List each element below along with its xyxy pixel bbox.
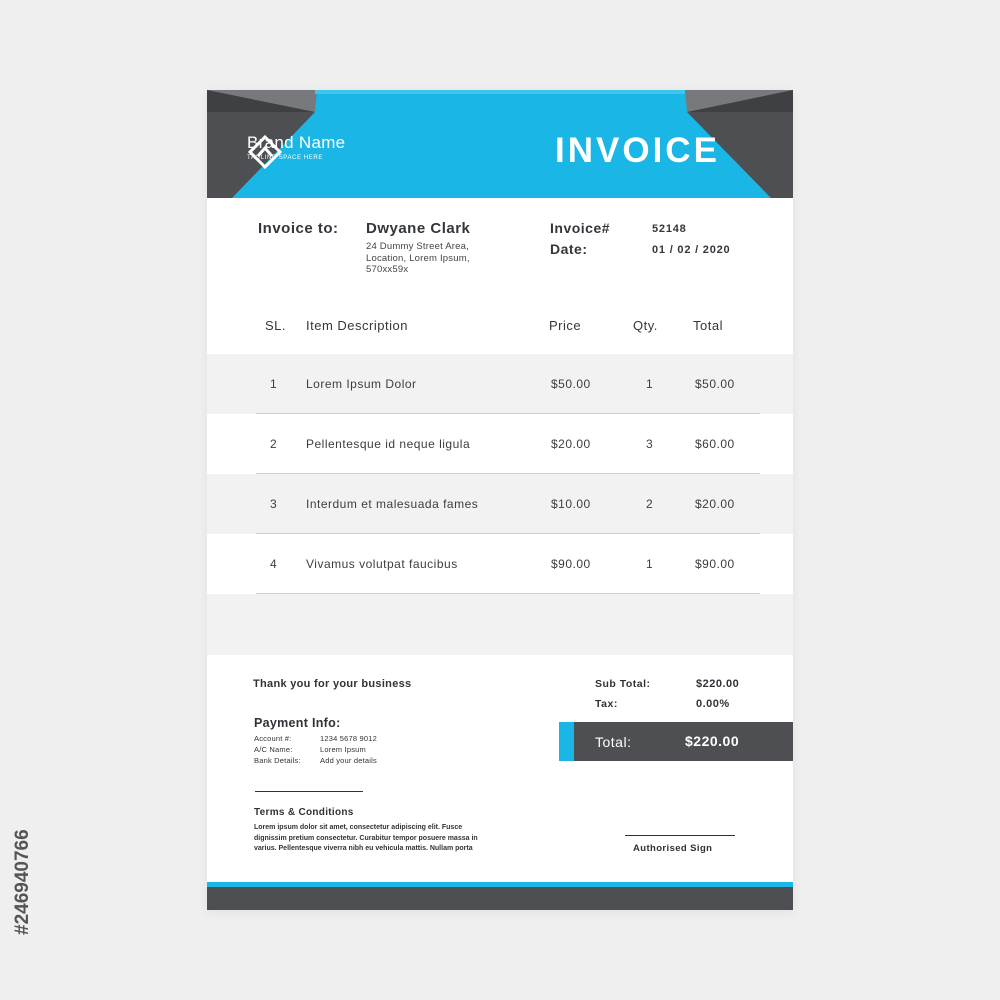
cell-description: Interdum et malesuada fames [306,497,479,511]
invoice-number-label: Invoice# [550,220,611,236]
invoice-title: INVOICE [555,131,720,170]
total-value: $220.00 [685,733,740,749]
stock-id [6,730,36,940]
account-name: Lorem Ipsum [320,745,366,754]
invoice-number: 52148 [652,223,687,235]
address-line: 570xx59x [366,264,409,275]
table-row [207,474,793,534]
cell-qty: 3 [646,437,654,451]
brand-tagline: TAGLINE SPACE HERE [247,155,323,161]
cell-total: $20.00 [695,497,735,511]
cell-qty: 2 [646,497,654,511]
column-header-price: Price [549,318,582,333]
account-name-label: A/C Name: [254,745,293,754]
column-header-qty: Qty. [633,318,658,333]
cell-price: $10.00 [551,497,591,511]
table-row [207,354,793,414]
cell-sl: 3 [270,497,278,511]
invoice-date: 01 / 02 / 2020 [652,244,731,256]
footer-band [207,887,793,910]
table-row [207,414,793,474]
cell-description: Vivamus volutpat faucibus [306,557,458,571]
account-number-label: Account #: [254,734,292,743]
address-line: 24 Dummy Street Area, [366,241,469,252]
column-header-sl: SL. [265,318,287,333]
total-accent-stripe [559,722,574,761]
signature-label: Authorised Sign [633,843,713,854]
cell-price: $90.00 [551,557,591,571]
brand-name: Brand Name [247,133,346,152]
tax-label: Tax: [595,698,618,710]
cell-qty: 1 [646,377,654,391]
bank-details-label: Bank Details: [254,756,301,765]
subtotal-label: Sub Total: [595,678,651,690]
cell-price: $50.00 [551,377,591,391]
invoice-header [207,90,793,198]
brand [247,134,345,161]
cell-total: $60.00 [695,437,735,451]
cell-sl: 4 [270,557,278,571]
customer-address [366,241,511,276]
terms-text: Lorem ipsum dolor sit amet, consectetur adipiscing elit. Fusce dignissim pretium consectetur. Curabitur tempor posuere massa in varius. Pellentesque viverra nibh eu vehicula mattis. Nullam porta [254,824,478,852]
payment-info-title: Payment Info: [254,716,341,730]
subtotal-value: $220.00 [696,678,740,690]
signature-line [625,835,735,836]
terms-title: Terms & Conditions [254,807,354,818]
column-header-description: Item Description [306,318,408,333]
column-header-total: Total [693,318,723,333]
cell-description: Lorem Ipsum Dolor [306,377,417,391]
diamond-house-icon [247,134,283,170]
customer-name: Dwyane Clark [366,220,471,237]
cell-price: $20.00 [551,437,591,451]
cell-qty: 1 [646,557,654,571]
cell-total: $50.00 [695,377,735,391]
thank-you-note: Thank you for your business [253,678,412,690]
section-divider [255,791,363,792]
total-label: Total: [595,734,632,750]
cell-sl: 1 [270,377,278,391]
address-line: Location, Lorem Ipsum, [366,252,470,264]
date-label: Date: [550,241,588,257]
stock-id-text: #246940766 [12,829,33,935]
table-empty-band [207,594,793,655]
cell-description: Pellentesque id neque ligula [306,437,471,451]
invoice-document [207,90,793,910]
tax-value: 0.00% [696,698,730,710]
table-row [207,534,793,594]
bank-details: Add your details [320,756,377,765]
account-number: 1234 5678 9012 [320,734,378,743]
invoice-to-label: Invoice to: [258,220,339,237]
grand-total-bar [559,722,793,761]
cell-sl: 2 [270,437,278,451]
cell-total: $90.00 [695,557,735,571]
